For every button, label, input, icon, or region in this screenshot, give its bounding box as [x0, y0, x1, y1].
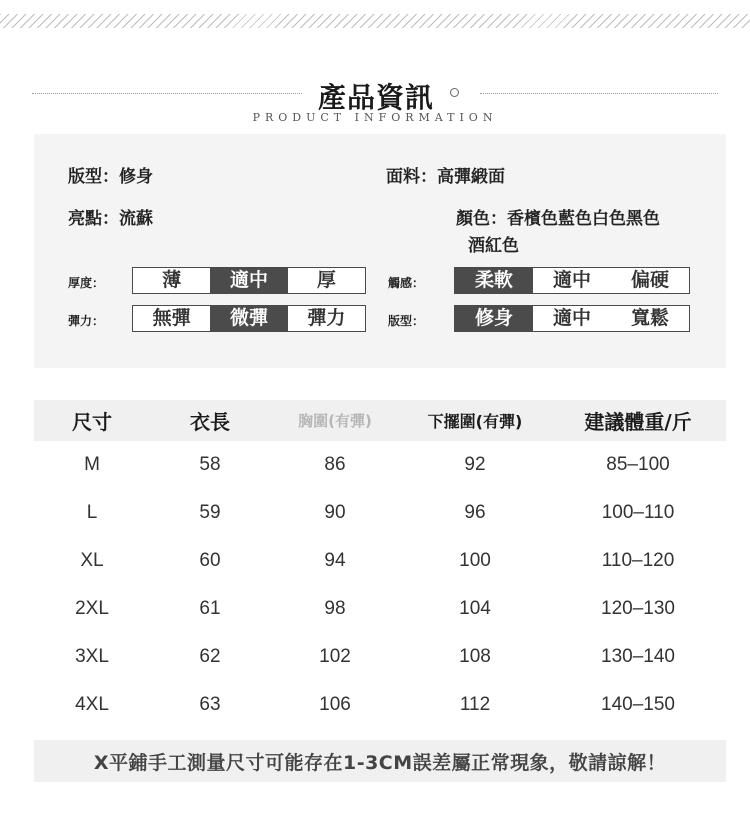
page-subtitle: PRODUCT INFORMATION	[252, 111, 498, 124]
title-divider-right	[480, 93, 718, 94]
header-length: 衣長	[190, 410, 230, 434]
cell-size: L	[86, 502, 98, 523]
elasticity-scale	[132, 305, 366, 332]
cell-chest: 94	[324, 550, 346, 571]
header-chest: 胸圍(有彈)	[298, 412, 372, 430]
thickness-label: 厚度：	[68, 276, 105, 290]
cell-hem: 92	[464, 454, 486, 475]
fabric-info: 面料：高彈緞面	[386, 167, 505, 187]
touch-option: 適中	[552, 269, 591, 291]
cell-length: 61	[199, 598, 221, 619]
cell-length: 63	[199, 694, 221, 715]
cell-length: 58	[199, 454, 221, 475]
fit-type-option: 修身	[455, 306, 533, 331]
color-info-continued: 酒紅色	[468, 236, 519, 256]
cell-chest: 102	[319, 646, 351, 667]
thickness-option: 薄	[162, 269, 182, 291]
cell-length: 60	[199, 550, 221, 571]
cell-weight: 110–120	[601, 550, 675, 571]
elasticity-label: 彈力：	[68, 314, 105, 328]
header-size: 尺寸	[72, 410, 112, 434]
fit-type-scale	[454, 305, 690, 332]
elasticity-option: 無彈	[152, 307, 191, 329]
cell-chest: 86	[324, 454, 346, 475]
cell-chest: 106	[319, 694, 351, 715]
touch-scale	[454, 267, 690, 294]
touch-option: 柔軟	[455, 268, 533, 293]
cell-hem: 108	[459, 646, 491, 667]
cell-weight: 140–150	[601, 694, 675, 715]
header-weight: 建議體重/斤	[584, 410, 692, 434]
cell-chest: 98	[324, 598, 346, 619]
cell-hem: 96	[464, 502, 486, 523]
cell-weight: 130–140	[601, 646, 675, 667]
cell-weight: 85–100	[606, 454, 670, 475]
cell-weight: 100–110	[601, 502, 675, 523]
table-row	[34, 585, 726, 633]
touch-option: 偏硬	[630, 269, 669, 291]
table-row	[34, 633, 726, 681]
cell-chest: 90	[324, 502, 346, 523]
header-hem: 下擺圍(有彈)	[427, 412, 523, 431]
elasticity-option: 微彈	[210, 306, 287, 331]
product-info-panel	[34, 134, 726, 368]
table-row	[34, 489, 726, 537]
cell-length: 59	[199, 502, 221, 523]
cell-hem: 104	[459, 598, 491, 619]
fit-type-option: 適中	[552, 307, 591, 329]
elasticity-option: 彈力	[307, 307, 346, 329]
cell-size: M	[84, 454, 100, 475]
thickness-scale	[132, 267, 366, 294]
page-title: 產品資訊	[317, 81, 434, 114]
cell-hem: 100	[459, 550, 491, 571]
table-row	[34, 441, 726, 489]
decorative-hatch-border	[0, 14, 750, 28]
cell-length: 62	[199, 646, 221, 667]
thickness-option: 適中	[210, 268, 287, 293]
color-info: 顏色：香檳色藍色白色黑色	[456, 209, 660, 229]
cell-size: 3XL	[75, 646, 109, 667]
fit-info: 版型：修身	[68, 167, 153, 187]
title-divider-left	[32, 93, 302, 94]
cell-size: 2XL	[75, 598, 109, 619]
thickness-option: 厚	[316, 269, 336, 291]
cell-weight: 120–130	[601, 598, 675, 619]
measurement-note: X平鋪手工測量尺寸可能存在1-3CM誤差屬正常現象，敬請諒解！	[34, 740, 726, 782]
table-row	[34, 681, 726, 729]
touch-label: 觸感：	[388, 276, 425, 290]
fit-type-label: 版型：	[388, 314, 425, 328]
cell-size: XL	[80, 550, 104, 571]
cell-size: 4XL	[75, 694, 109, 715]
size-table-header	[34, 400, 726, 441]
highlight-info: 亮點：流蘇	[68, 209, 153, 229]
fit-type-option: 寬鬆	[630, 307, 669, 329]
cell-hem: 112	[459, 694, 491, 715]
table-row	[34, 537, 726, 585]
circle-ornament-icon	[450, 88, 459, 97]
